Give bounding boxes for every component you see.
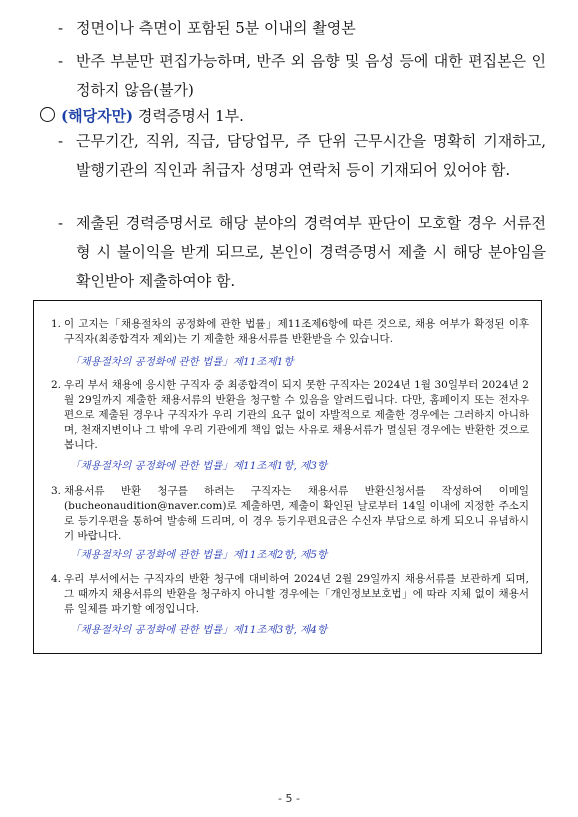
notice-item-3: [51, 484, 529, 544]
requirement-heading: [40, 103, 244, 129]
dash-marker: -: [58, 19, 64, 37]
document-return-notice-box: [33, 300, 542, 654]
notice-number: 4.: [51, 573, 62, 585]
notice-number: 3.: [51, 485, 62, 497]
dash-marker: -: [58, 52, 64, 70]
intro-item-text: 정면이나 측면이 포함된 5분 이내의 촬영본: [76, 19, 356, 37]
notice-citation-4: 「채용절차의 공정화에 관한 법률」제11조제3항, 제4항: [70, 624, 328, 636]
requirement-item-text: 제출된 경력증명서로 해당 분야의 경력여부 판단이 모호할 경우 서류전형 시 불이익을 받게 되므로, 본인이 경력증명서 제출 시 해당 분야임을 확인받아 제출하여야 함.: [76, 214, 546, 290]
requirement-text: 경력증명서 1부.: [133, 107, 244, 125]
page-number: - 5 -: [278, 792, 300, 805]
requirement-item-text: 근무기간, 직위, 직급, 담당업무, 주 단위 근무시간을 명확히 기재하고, 발행기관의 직인과 취급자 성명과 연락처 등이 기재되어 있어야 함.: [76, 132, 546, 179]
notice-citation-2: 「채용절차의 공정화에 관한 법률」제11조제1항, 제3항: [70, 460, 328, 472]
notice-text: 우리 부서에서는 구직자의 반환 청구에 대비하여 2024년 2월 29일까지 채용서류를 보관하게 되며, 그 때까지 채용서류의 반환을 청구하지 아니할 경우에는「개인정보보호법」에 따라 지체 없이 채용서류 일체를 파기할 예정입니다.: [64, 573, 529, 615]
circle-bullet-icon: [40, 107, 55, 122]
requirement-item-1: [58, 127, 546, 185]
notice-number: 1.: [51, 318, 62, 330]
notice-item-1: [51, 317, 529, 347]
notice-text: 우리 부서 채용에 응시한 구직자 중 최종합격이 되지 못한 구직자는 2024년 1월 30일부터 2024년 2월 29일까지 제출한 채용서류의 반환을 청구할 수 있음을 알려드립니다. 다만, 홈페이지 또는 전자우편으로 제출된 경우나 구직자가 우리 기관의 요구 없이 자발적으로 제출한 경우에는 그러하지 아니하며, 천재지변이나 그 밖에 우리 기관에게 책임 없는 사유로 채용서류가 멸실된 경우에는 반환한 것으로 봅니다.: [64, 379, 529, 451]
intro-item-text: 반주 부분만 편집가능하며, 반주 외 음향 및 음성 등에 대한 편집본은 인정하지 않음(불가): [76, 52, 546, 99]
notice-item-2: [51, 378, 529, 453]
notice-item-4: [51, 572, 529, 617]
notice-citation-3: 「채용절차의 공정화에 관한 법률」제11조제2항, 제5항: [70, 549, 328, 561]
intro-item-1: [58, 14, 546, 43]
dash-marker: -: [58, 132, 64, 150]
intro-item-2: [58, 47, 546, 105]
requirement-item-2: [58, 209, 546, 296]
requirement-label: (해당자만): [61, 107, 134, 125]
notice-number: 2.: [51, 379, 62, 391]
dash-marker: -: [58, 214, 64, 232]
notice-citation-1: 「채용절차의 공정화에 관한 법률」제11조제1항: [70, 356, 294, 368]
notice-text: 이 고지는「채용절차의 공정화에 관한 법률」제11조제6항에 따른 것으로, 채용 여부가 확정된 이후 구직자(최종합격자 제외)는 기 제출한 채용서류를 반환받을 수 있습니다.: [64, 318, 529, 345]
notice-text: 채용서류 반환 청구를 하려는 구직자는 채용서류 반환신청서를 작성하여 이메일(bucheonaudition@naver.com)로 제출하면, 제출이 확인된 날로부터 14일 이내에 지정한 주소지로 등기우편을 통하여 발송해 드리며, 이 경우 등기우편요금은 수신자 부담으로 하게 되오니 유념하시기 바랍니다.: [64, 485, 529, 542]
